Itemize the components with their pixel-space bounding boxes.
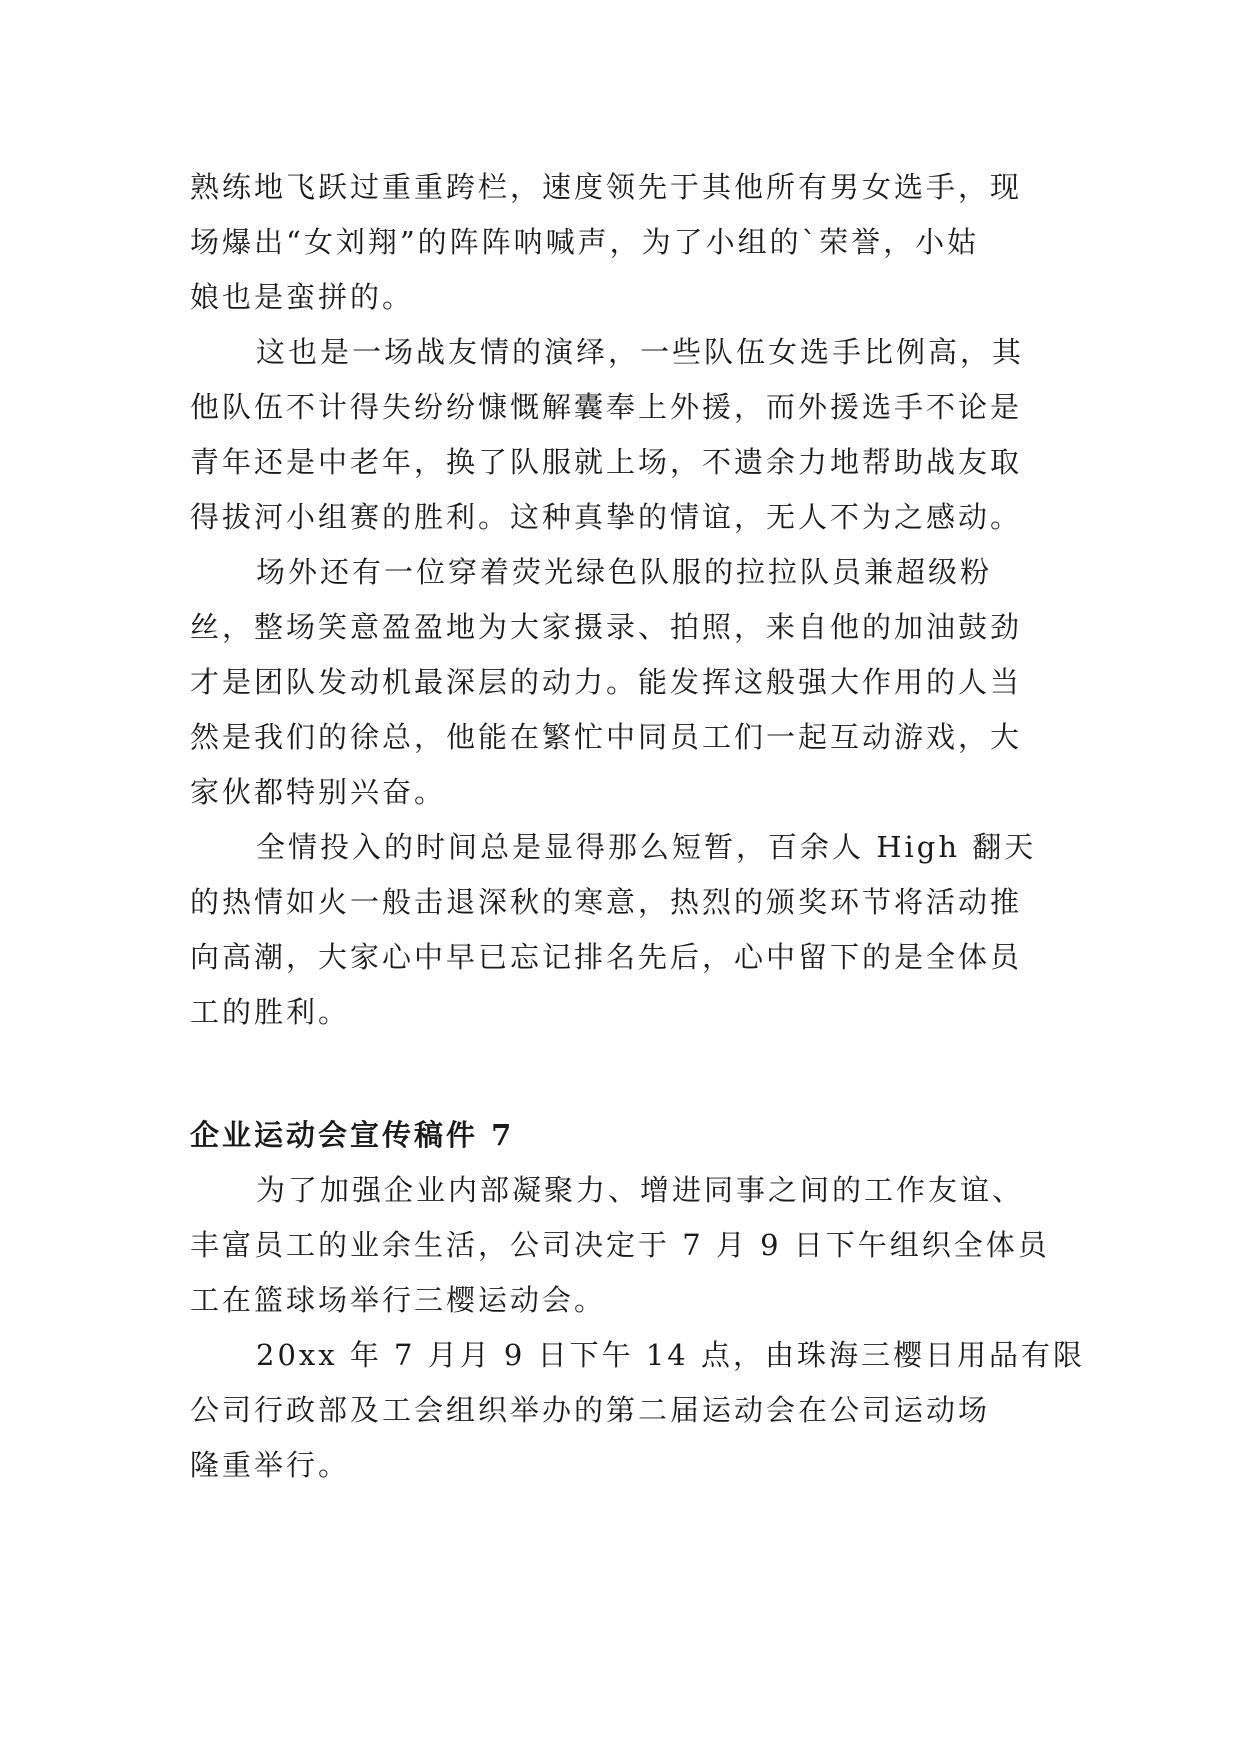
text-line: 娘也是蛮拼的。 bbox=[190, 280, 415, 314]
section-spacer bbox=[190, 1040, 1060, 1108]
paragraph-teamwork bbox=[190, 325, 1060, 545]
text-line: 场爆出“女刘翔”的阵阵呐喊声，为了小组的`荣誉，小姑 bbox=[190, 225, 980, 259]
text-line: 工的胜利。 bbox=[190, 995, 351, 1029]
paragraph-event-date bbox=[190, 1328, 1085, 1493]
section-title: 企业运动会宣传稿件 7 bbox=[190, 1118, 515, 1152]
text-line: 场外还有一位穿着荧光绿色队服的拉拉队员兼超级粉 bbox=[256, 555, 993, 589]
text-line: 工在篮球场举行三樱运动会。 bbox=[190, 1283, 607, 1317]
text-line: 这也是一场战友情的演绎，一些队伍女选手比例高，其 bbox=[256, 335, 1025, 369]
text-line: 才是团队发动机最深层的动力。能发挥这般强大作用的人当 bbox=[190, 665, 1023, 699]
text-line: 青年还是中老年，换了队服就上场，不遗余力地帮助战友取 bbox=[190, 445, 1023, 479]
text-line: 的热情如火一般击退深秋的寒意，热烈的颁奖环节将活动推 bbox=[190, 885, 1023, 919]
document-page bbox=[190, 160, 1085, 1493]
paragraph-awards bbox=[190, 820, 1060, 1040]
text-line: 20xx 年 7 月月 9 日下午 14 点，由珠海三樱日用品有限 bbox=[256, 1338, 1085, 1372]
text-line: 丰富员工的业余生活，公司决定于 7 月 9 日下午组织全体员 bbox=[190, 1228, 1050, 1262]
text-line: 家伙都特别兴奋。 bbox=[190, 775, 447, 809]
paragraph-purpose bbox=[190, 1163, 1060, 1328]
text-line: 全情投入的时间总是显得那么短暂，百余人 High 翻天 bbox=[256, 830, 1037, 864]
paragraph-cheerleader bbox=[190, 545, 1060, 820]
text-line: 得拔河小组赛的胜利。这种真挚的情谊，无人不为之感动。 bbox=[190, 500, 1023, 534]
text-line: 为了加强企业内部凝聚力、增进同事之间的工作友谊、 bbox=[256, 1173, 1025, 1207]
text-line: 熟练地飞跃过重重跨栏，速度领先于其他所有男女选手，现 bbox=[190, 170, 1023, 204]
text-line: 然是我们的徐总，他能在繁忙中同员工们一起互动游戏，大 bbox=[190, 720, 1023, 754]
text-line: 他队伍不计得失纷纷慷慨解囊奉上外援，而外援选手不论是 bbox=[190, 390, 1023, 424]
text-line: 向高潮，大家心中早已忘记排名先后，心中留下的是全体员 bbox=[190, 940, 1023, 974]
text-line: 公司行政部及工会组织举办的第二届运动会在公司运动场 bbox=[190, 1393, 991, 1427]
text-line: 丝，整场笑意盈盈地为大家摄录、拍照，来自他的加油鼓劲 bbox=[190, 610, 1023, 644]
paragraph-hurdles bbox=[190, 160, 1060, 325]
text-line: 隆重举行。 bbox=[190, 1448, 351, 1482]
